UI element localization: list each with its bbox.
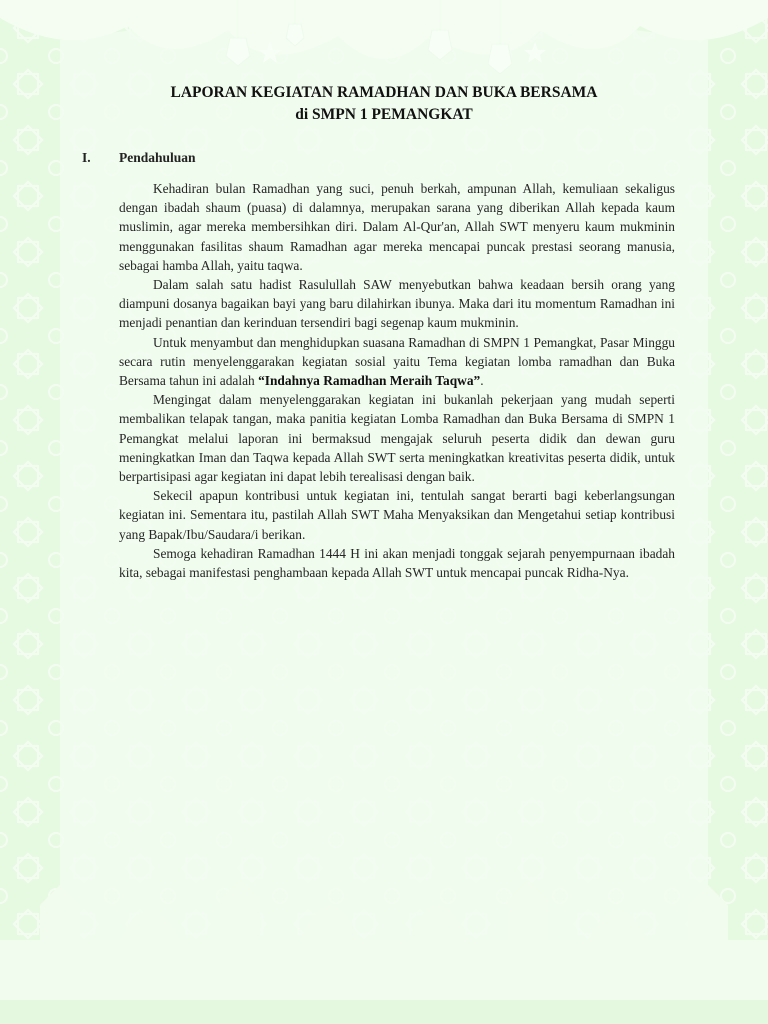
section-title: Pendahuluan [119, 150, 196, 165]
paragraph-text-end: . [480, 373, 484, 389]
paragraph: Mengingat dalam menyelenggarakan kegiatan ini bukanlah pekerjaan yang mudah seperti membalikan telapak tangan, maka panitia kegiatan Lomba Ramadhan dan Buka Bersama di SMPN 1 Pemangkat melalui laporan ini bermaksud mengajak seluruh peserta didik dan dewan guru meningkatkan Iman dan Taqwa kepada Allah SWT serta meningkatkan kreativitas peserta didik, untuk berpartisipasi agar kegiatan ini dapat lebih terealisasi dengan baik. [119, 392, 675, 485]
paragraph: Kehadiran bulan Ramadhan yang suci, penuh berkah, ampunan Allah, kemuliaan sekaligus dengan ibadah shaum (puasa) di dalamnya, merupakan sarana yang diberikan Allah kepada kaum muslimin, agar mereka membersihkan diri. Dalam Al-Qur'an, Allah SWT menyeru kaum mukminin menggunakan fasilitas shaum Ramadhan agar mereka mencapai puncak prestasi seorang manusia, sebagai hamba Allah, yaitu taqwa. [119, 181, 675, 273]
paragraph: Semoga kehadiran Ramadhan 1444 H ini akan menjadi tonggak sejarah penyempurnaan ibadah kita, sebagai manifestasi penghambaan kepada Allah SWT untuk mencapai puncak Ridha-Nya. [119, 545, 675, 581]
paragraph: Sekecil apapun kontribusi untuk kegiatan ini, tentulah sangat berarti bagi keberlangsungan kegiatan ini. Sementara itu, pastilah Allah SWT Maha Menyaksikan dan Mengetahui setiap kontribusi yang Bapak/Ibu/Saudara/i berikan. [119, 488, 675, 542]
report-title: LAPORAN KEGIATAN RAMADHAN DAN BUKA BERSAMA [170, 84, 598, 101]
paragraph-text: Untuk menyambut dan menghidupkan suasana Ramadhan di SMPN 1 Pemangkat, Pasar Minggu secara rutin menyelenggarakan kegiatan sosial yaitu Tema kegiatan lomba ramadhan dan Buka Bersama tahun ini adalah [119, 334, 675, 389]
section-body [119, 179, 675, 582]
section-number: I. [82, 150, 91, 165]
event-theme: “Indahnya Ramadhan Meraih Taqwa” [258, 373, 481, 389]
paragraph [119, 333, 675, 391]
paragraph: Dalam salah satu hadist Rasulullah SAW menyebutkan bahwa keadaan bersih orang yang diampuni dosanya bagaikan bayi yang baru dilahirkan ibunya. Maka dari itu momentum Ramadhan ini menjadi penantian dan kerinduan tersendiri bagi segenap kaum mukminin. [119, 277, 675, 331]
report-subtitle: di SMPN 1 PEMANGKAT [295, 106, 473, 123]
